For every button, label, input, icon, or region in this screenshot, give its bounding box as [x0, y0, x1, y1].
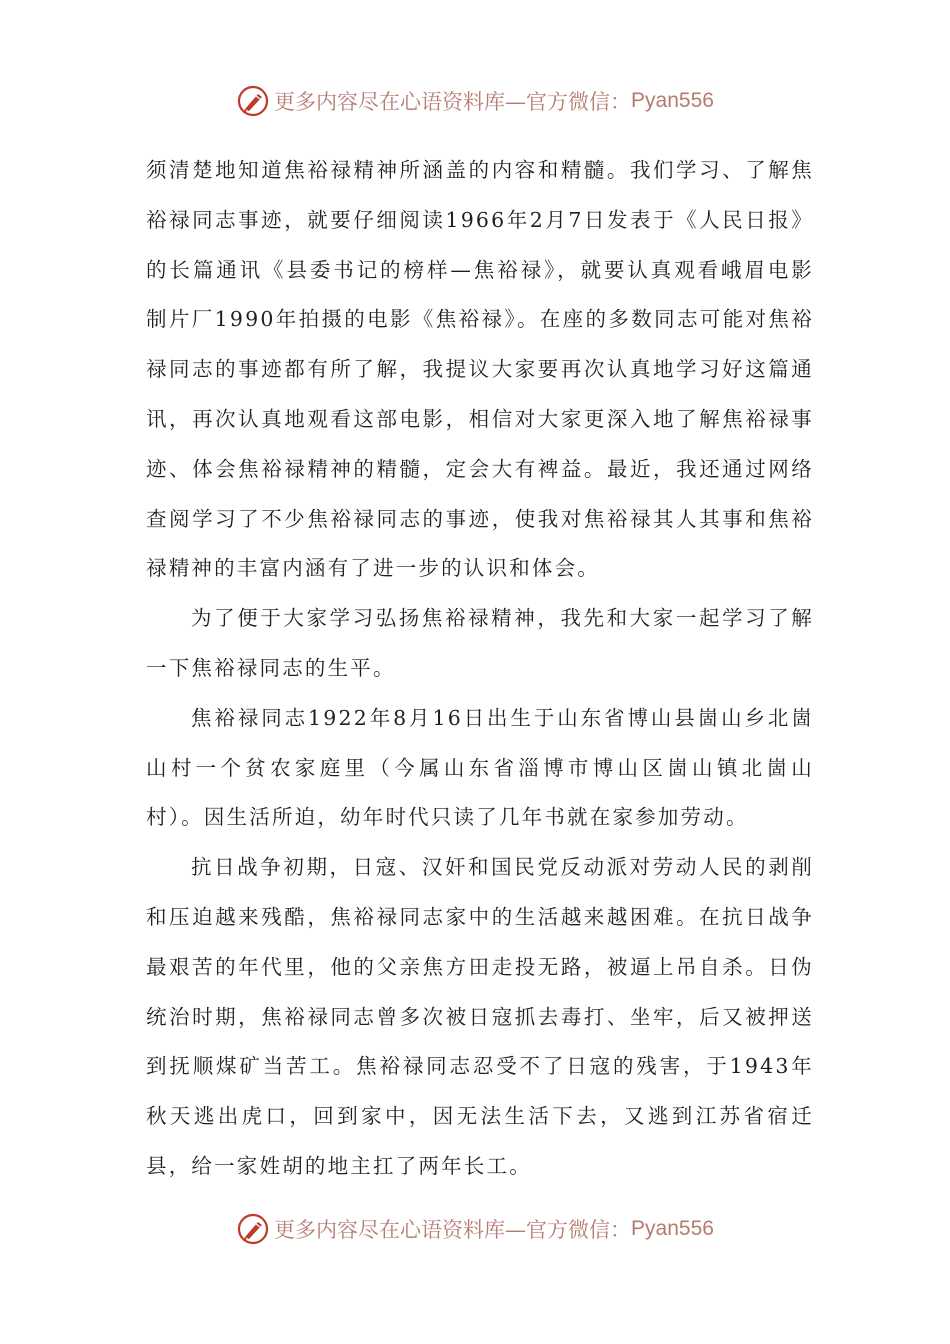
document-body: [146, 146, 814, 1192]
paragraph-3: 焦裕禄同志1922年8月16日出生于山东省博山县崮山乡北崮山村一个贫农家庭里（今属山东省淄博市博山区崮山镇北崮山村）。因生活所迫，幼年时代只读了几年书就在家参加劳动。: [146, 705, 814, 830]
paragraph-2: 为了便于大家学习弘扬焦裕禄精神，我先和大家一起学习了解一下焦裕禄同志的生平。: [146, 606, 814, 680]
footer-banner: [0, 1212, 950, 1246]
header-banner-text: 更多内容尽在心语资料库—官方微信：: [274, 90, 632, 114]
header-banner-wechat-id: Pyan556: [631, 89, 714, 112]
paragraph-1: 须清楚地知道焦裕禄精神所涵盖的内容和精髓。我们学习、了解焦裕禄同志事迹，就要仔细阅读1966年2月7日发表于《人民日报》的长篇通讯《县委书记的榜样—焦裕禄》，就要认真观看峨眉电影制片厂1990年拍摄的电影《焦裕禄》。在座的多数同志可能对焦裕禄同志的事迹都有所了解，我提议大家要再次认真地学习好这篇通讯，再次认真地观看这部电影，相信对大家更深入地了解焦裕禄事迹、体会焦裕禄精神的精髓，定会大有裨益。最近，我还通过网络查阅学习了不少焦裕禄同志的事迹，使我对焦裕禄其人其事和焦裕禄精神的丰富内涵有了进一步的认识和体会。: [146, 158, 814, 581]
footer-banner-wechat-id: Pyan556: [631, 1217, 714, 1240]
pen-logo-icon: [236, 84, 270, 118]
header-banner: [0, 84, 950, 118]
footer-banner-inner: [236, 1212, 714, 1246]
header-banner-inner: [236, 84, 714, 118]
paragraph-4: 抗日战争初期，日寇、汉奸和国民党反动派对劳动人民的剥削和压迫越来残酷，焦裕禄同志家中的生活越来越困难。在抗日战争最艰苦的年代里，他的父亲焦方田走投无路，被逼上吊自杀。日伪统治时期，焦裕禄同志曾多次被日寇抓去毒打、坐牢，后又被押送到抚顺煤矿当苦工。焦裕禄同志忍受不了日寇的残害，于1943年秋天逃出虎口，回到家中，因无法生活下去，又逃到江苏省宿迁县，给一家姓胡的地主扛了两年长工。: [146, 855, 814, 1178]
pen-logo-icon: [236, 1212, 270, 1246]
footer-banner-text: 更多内容尽在心语资料库—官方微信：: [274, 1218, 632, 1242]
